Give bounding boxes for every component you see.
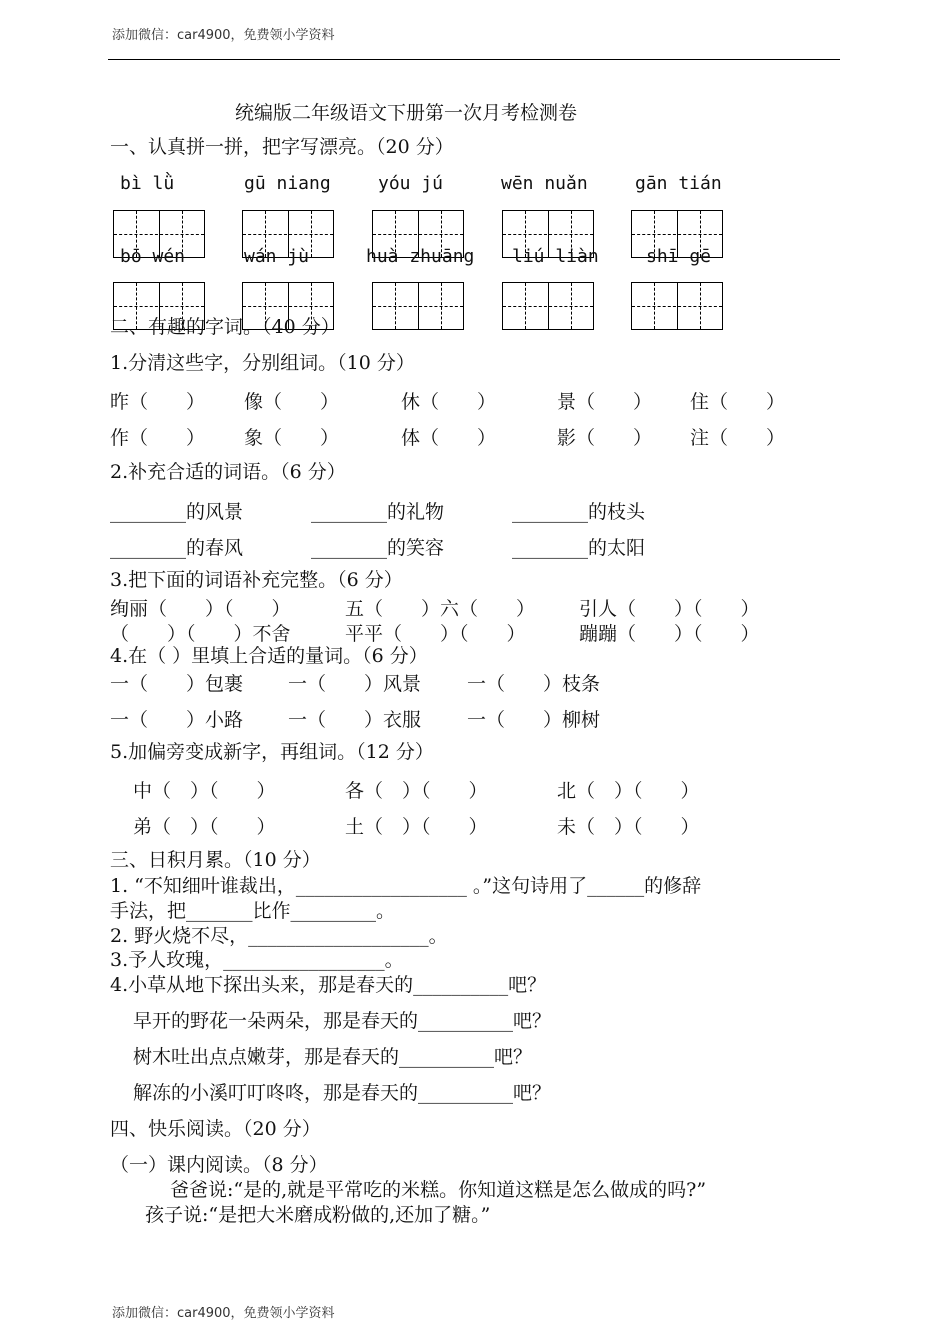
pinyin: wán jù xyxy=(244,246,310,267)
writing-grid[interactable] xyxy=(372,282,464,330)
s4-subheading: （一）课内阅读。（8 分） xyxy=(110,1154,328,1176)
pinyin: huà zhuāng xyxy=(366,246,475,267)
q1-item: 景（ ） xyxy=(557,391,653,413)
q2-item: ________的春风 xyxy=(110,537,244,559)
writing-grid[interactable] xyxy=(502,282,594,330)
q1-item: 昨（ ） xyxy=(110,391,206,413)
s3-line: 1. “不知细叶谁裁出，__________________ 。”这句诗用了______的修辞 xyxy=(110,875,702,897)
section4-heading: 四、快乐阅读。（20 分） xyxy=(110,1118,321,1140)
q4-item: 一（ ）小路 xyxy=(110,709,244,731)
q5-item: 各（ ）（ ） xyxy=(345,780,488,802)
q4-item: 一（ ）枝条 xyxy=(467,673,601,695)
q3-title: 3.把下面的词语补充完整。（6 分） xyxy=(110,569,403,591)
writing-grid[interactable] xyxy=(631,282,723,330)
q5-title: 5.加偏旁变成新字，再组词。（12 分） xyxy=(110,741,434,763)
pinyin: gū niang xyxy=(244,173,331,194)
q1-item: 住（ ） xyxy=(690,391,786,413)
s4-paragraph: 爸爸说:“是的,就是平常吃的米糕。你知道这糕是怎么做成的吗?” xyxy=(170,1179,707,1201)
s3-line: 3.予人玫瑰，_________________。 xyxy=(110,949,404,971)
q1-item: 像（ ） xyxy=(244,391,340,413)
s3-line: 树木吐出点点嫩芽，那是春天的__________吧？ xyxy=(133,1046,533,1068)
pinyin: bì lǜ xyxy=(120,173,175,194)
q5-item: 土（ ）（ ） xyxy=(345,816,488,838)
pinyin: bō wén xyxy=(120,246,186,267)
s3-line: 2. 野火烧不尽，___________________。 xyxy=(110,925,448,947)
q5-item: 北（ ）（ ） xyxy=(557,780,700,802)
footer-note: 添加微信：car4900，免费领小学资料 xyxy=(112,1306,335,1321)
q4-item: 一（ ）包裹 xyxy=(110,673,244,695)
q2-item: ________的笑容 xyxy=(311,537,445,559)
q1-item: 象（ ） xyxy=(244,427,340,449)
q2-item: ________的礼物 xyxy=(311,501,445,523)
q5-item: 未（ ）（ ） xyxy=(557,816,700,838)
q3-item: 绚丽（ ）（ ） xyxy=(110,598,291,620)
q1-item: 注（ ） xyxy=(690,427,786,449)
s3-line: 手法，把_______比作_________。 xyxy=(110,900,396,922)
pinyin: gān tián xyxy=(635,173,722,194)
header-rule xyxy=(108,59,840,60)
pinyin: liú liàn xyxy=(512,246,599,267)
section1-heading: 一、认真拼一拼，把字写漂亮。（20 分） xyxy=(110,136,454,158)
q2-title: 2.补充合适的词语。（6 分） xyxy=(110,461,346,483)
pinyin: wēn nuǎn xyxy=(501,173,588,194)
q1-item: 休（ ） xyxy=(401,391,497,413)
q1-item: 体（ ） xyxy=(401,427,497,449)
s4-paragraph: 孩子说:“是把大米磨成粉做的,还加了糖。” xyxy=(145,1204,491,1226)
pinyin: shī gē xyxy=(646,246,712,267)
q4-item: 一（ ）柳树 xyxy=(467,709,601,731)
q4-item: 一（ ）衣服 xyxy=(288,709,422,731)
s3-line: 早开的野花一朵两朵，那是春天的__________吧？ xyxy=(133,1010,552,1032)
q3-item: （ ）（ ）不舍 xyxy=(110,623,291,645)
section2-heading: 二、有趣的字词。（40 分） xyxy=(110,316,340,338)
q4-item: 一（ ）风景 xyxy=(288,673,422,695)
q4-title: 4.在（ ）里填上合适的量词。（6 分） xyxy=(110,645,428,667)
q1-item: 作（ ） xyxy=(110,427,206,449)
q2-item: ________的太阳 xyxy=(512,537,646,559)
q3-item: 五（ ）六（ ） xyxy=(345,598,536,620)
q1-title: 1.分清这些字，分别组词。（10 分） xyxy=(110,352,415,374)
pinyin: yóu jú xyxy=(378,173,444,194)
s3-line: 解冻的小溪叮叮咚咚，那是春天的__________吧？ xyxy=(133,1082,552,1104)
q3-item: 引人（ ）（ ） xyxy=(579,598,760,620)
header-note: 添加微信：car4900，免费领小学资料 xyxy=(112,28,335,43)
page-title: 统编版二年级语文下册第一次月考检测卷 xyxy=(235,102,578,124)
s3-line: 4.小草从地下探出头来，那是春天的__________吧？ xyxy=(110,974,547,996)
q3-item: 蹦蹦（ ）（ ） xyxy=(579,623,760,645)
q5-item: 弟（ ）（ ） xyxy=(133,816,276,838)
section3-heading: 三、日积月累。（10 分） xyxy=(110,849,321,871)
q5-item: 中（ ）（ ） xyxy=(133,780,276,802)
q1-item: 影（ ） xyxy=(557,427,653,449)
q3-item: 平平（ ）（ ） xyxy=(345,623,526,645)
q2-item: ________的风景 xyxy=(110,501,244,523)
q2-item: ________的枝头 xyxy=(512,501,646,523)
